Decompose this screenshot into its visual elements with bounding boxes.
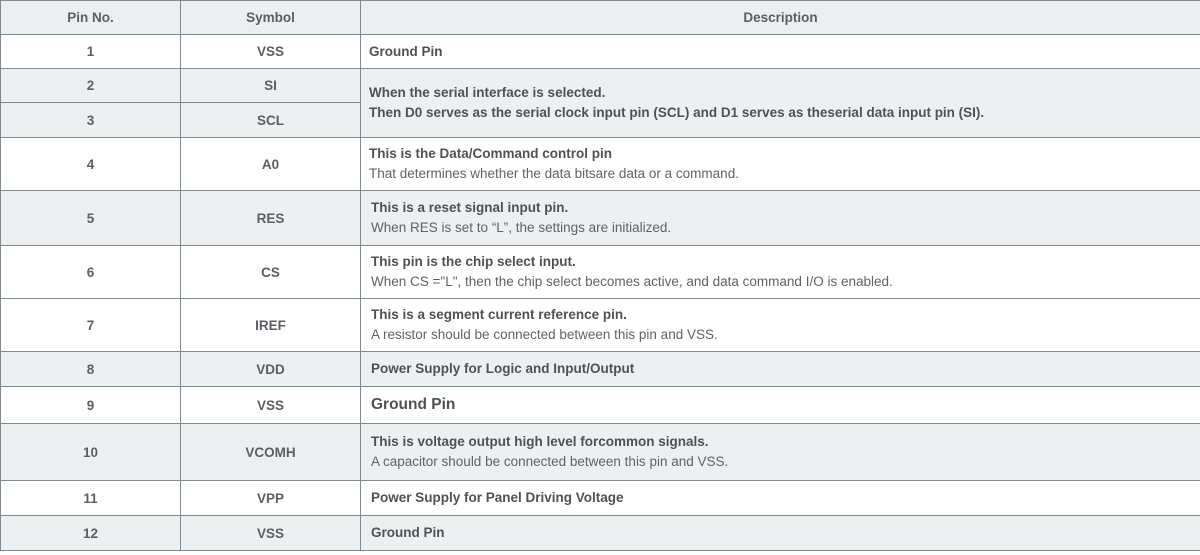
header-pin-no: Pin No.: [1, 1, 181, 35]
description-title: This pin is the chip select input.: [371, 254, 576, 269]
pin-number: 11: [1, 481, 181, 516]
pin-number: 5: [1, 191, 181, 246]
pin-symbol: IREF: [181, 299, 361, 352]
pin-description: [361, 246, 1200, 299]
description-detail: A resistor should be connected between this pin and VSS.: [371, 327, 718, 342]
pin-description: [361, 35, 1200, 69]
pin-description: [361, 191, 1200, 246]
pin-description: [361, 387, 1200, 424]
description-title: Power Supply for Logic and Input/Output: [371, 361, 635, 376]
description-title: When the serial interface is selected.: [369, 85, 606, 100]
description-detail: When CS ="L", then the chip select becomes active, and data command I/O is enabled.: [371, 274, 893, 289]
header-row: [1, 1, 1200, 35]
pin-description: [361, 424, 1200, 481]
table-row: [1, 387, 1200, 424]
pin-symbol: VSS: [181, 35, 361, 69]
pin-symbol: VPP: [181, 481, 361, 516]
pin-description: [361, 299, 1200, 352]
description-title: Ground Pin: [369, 43, 443, 59]
pin-number: 4: [1, 138, 181, 191]
pin-number: 1: [1, 35, 181, 69]
table-row: [1, 299, 1200, 352]
pin-symbol: SCL: [181, 103, 361, 138]
pin-number: 2: [1, 69, 181, 103]
pin-symbol: RES: [181, 191, 361, 246]
pin-number: 12: [1, 516, 181, 551]
pin-symbol: CS: [181, 246, 361, 299]
pin-number: 9: [1, 387, 181, 424]
table-row: [1, 424, 1200, 481]
description-detail: Then D0 serves as the serial clock input pin (SCL) and D1 serves as theserial data input pin (SI).: [369, 105, 985, 120]
pin-symbol: A0: [181, 138, 361, 191]
header-description: Description: [361, 1, 1200, 35]
pin-number: 3: [1, 103, 181, 138]
pin-symbol: VSS: [181, 516, 361, 551]
pin-symbol: VDD: [181, 352, 361, 387]
table-row: [1, 138, 1200, 191]
description-title: Ground Pin: [371, 396, 456, 413]
description-title: Power Supply for Panel Driving Voltage: [371, 490, 624, 505]
pin-number: 10: [1, 424, 181, 481]
description-detail: That determines whether the data bitsare data or a command.: [369, 166, 739, 181]
pin-description: [361, 481, 1200, 516]
table-row: [1, 191, 1200, 246]
table-row: [1, 481, 1200, 516]
header-symbol: Symbol: [181, 1, 361, 35]
description-detail: A capacitor should be connected between this pin and VSS.: [371, 454, 729, 469]
pin-description: [361, 352, 1200, 387]
description-title: This is voltage output high level forcommon signals.: [371, 434, 709, 449]
pin-number: 7: [1, 299, 181, 352]
pin-description: [361, 138, 1200, 191]
description-title: Ground Pin: [371, 525, 445, 540]
table-row: [1, 69, 1200, 103]
pin-description: [361, 516, 1200, 551]
description-title: This is a segment current reference pin.: [371, 307, 627, 322]
pin-symbol: VCOMH: [181, 424, 361, 481]
description-detail: When RES is set to “L”, the settings are initialized.: [371, 220, 672, 235]
pin-symbol: VSS: [181, 387, 361, 424]
description-title: This is a reset signal input pin.: [371, 200, 569, 215]
pin-description: [361, 69, 1200, 138]
pin-symbol: SI: [181, 69, 361, 103]
table-row: [1, 35, 1200, 69]
pin-number: 8: [1, 352, 181, 387]
table-row: [1, 352, 1200, 387]
table-row: [1, 516, 1200, 551]
description-title: This is the Data/Command control pin: [369, 146, 613, 161]
table-row: [1, 246, 1200, 299]
pin-number: 6: [1, 246, 181, 299]
